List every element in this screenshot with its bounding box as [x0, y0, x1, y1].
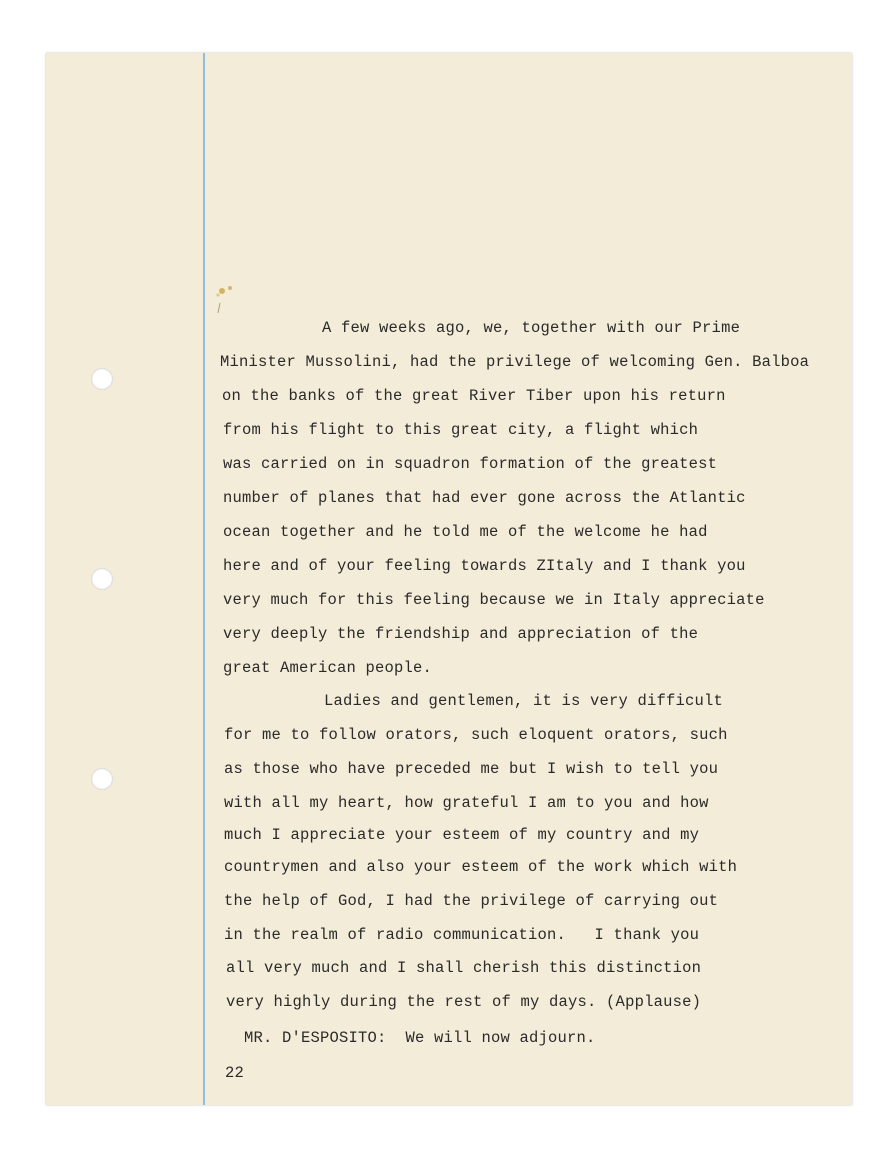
text-line: for me to follow orators, such eloquent orators, such [224, 726, 728, 744]
text-line: very much for this feeling because we in Italy appreciate [223, 591, 765, 609]
paper-sheet [46, 53, 852, 1105]
punch-hole [91, 368, 113, 390]
text-line: very highly during the rest of my days. (Applause) [226, 993, 702, 1011]
punch-hole [91, 768, 113, 790]
text-line: much I appreciate your esteem of my country and my [224, 826, 700, 844]
closing-line: MR. D'ESPOSITO: We will now adjourn. [244, 1029, 596, 1047]
text-line: very deeply the friendship and appreciation of the [223, 625, 699, 643]
punch-hole [91, 568, 113, 590]
text-line: was carried on in squadron formation of the greatest [223, 455, 718, 473]
text-line: A few weeks ago, we, together with our Prime [322, 319, 741, 337]
text-line: with all my heart, how grateful I am to you and how [224, 794, 709, 812]
text-line: Ladies and gentlemen, it is very difficult [324, 692, 724, 710]
page-number: 22 [225, 1064, 245, 1082]
text-line: on the banks of the great River Tiber upon his return [222, 387, 726, 405]
text-line: as those who have preceded me but I wish to tell you [224, 760, 719, 778]
text-line: the help of God, I had the privilege of carrying out [224, 892, 719, 910]
text-line: ocean together and he told me of the welcome he had [223, 523, 708, 541]
text-line: countrymen and also your esteem of the work which with [224, 858, 738, 876]
text-line: great American people. [223, 659, 433, 677]
margin-rule [203, 53, 205, 1105]
text-line: in the realm of radio communication. I thank you [224, 926, 700, 944]
text-line: from his flight to this great city, a flight which [223, 421, 699, 439]
text-line: all very much and I shall cherish this distinction [226, 959, 702, 977]
text-line: number of planes that had ever gone across the Atlantic [223, 489, 746, 507]
stain-mark [213, 283, 239, 313]
text-line: Minister Mussolini, had the privilege of welcoming Gen. Balboa [220, 353, 810, 371]
text-line: here and of your feeling towards ZItaly and I thank you [223, 557, 746, 575]
